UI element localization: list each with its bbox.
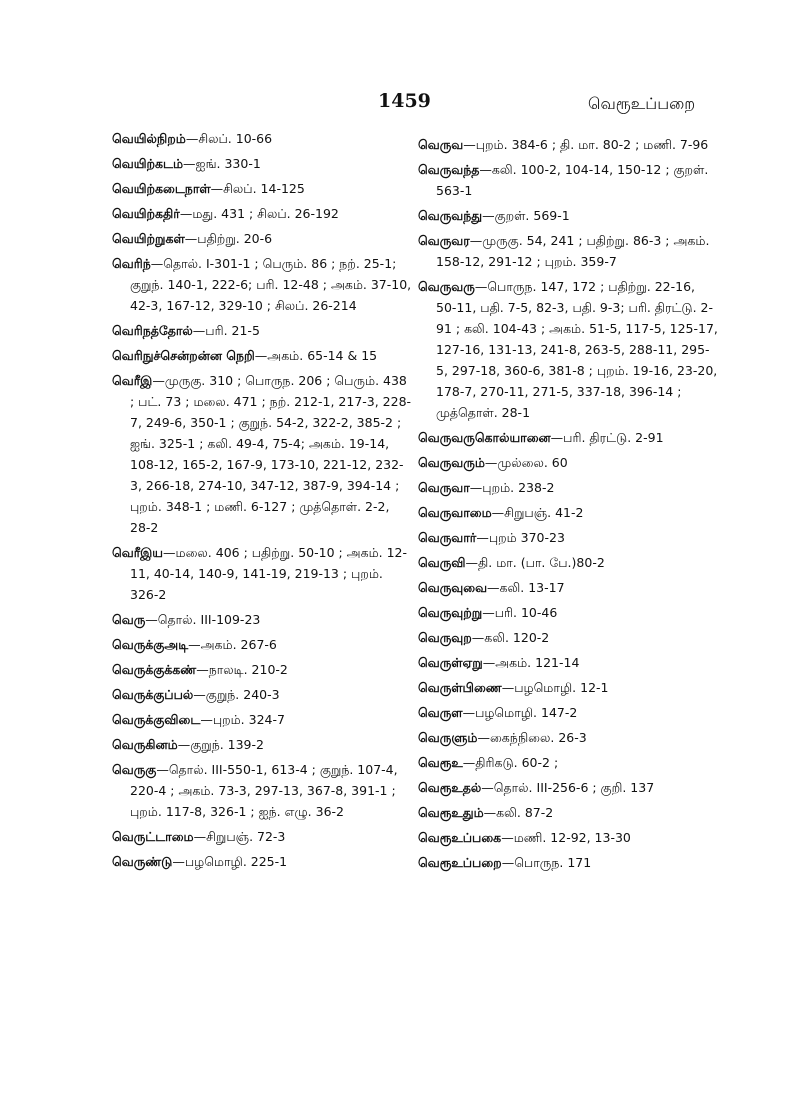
index-entry xyxy=(112,609,412,630)
index-entry xyxy=(418,702,718,723)
entry-headword: வெரிநுச்சென்றன்ன நெறி xyxy=(112,348,255,363)
entry-headword: வெயிற்றுகள் xyxy=(112,231,185,246)
entry-headword: வெரூஉப்பறை xyxy=(418,855,502,870)
entry-references: —தி. மா. (பா. பே.)80-2 xyxy=(465,555,605,570)
index-entry xyxy=(418,552,718,573)
entry-references: —முருகு. 310 ; பொருந. 206 ; பெரும். 438 ; பட். 73 ; மலை. 471 ; நற். 212-1, 217-3, 228-7, 249-6, 350-1 ; குறுந். 54-2, 322-2, 385-2 ; ஐங். 325-1 ; கலி. 49-4, 75-4; அகம். 19-14, 108-12, 165-2, 167-9, 173-10, 221-12, 232-3, 266-18, 274-10, 347-12, 387-9, 394-14 ; புறம். 348-1 ; மணி. 6-127 ; முத்தொள். 2-2, 28-2 xyxy=(130,373,412,535)
entry-references: —புறம். 384-6 ; தி. மா. 80-2 ; மணி. 7-96 xyxy=(463,137,709,152)
index-entry xyxy=(112,253,412,316)
entry-references: —அகம். 121-14 xyxy=(482,655,580,670)
entry-headword: வெருவா xyxy=(418,480,470,495)
page-number: 1459 xyxy=(378,90,431,112)
entry-headword: வெரூஉதும் xyxy=(418,805,484,820)
index-entry xyxy=(418,602,718,623)
entry-references: —புறம். 324-7 xyxy=(200,712,285,727)
entry-references: —சிறுபஞ். 41-2 xyxy=(491,505,584,520)
entry-headword: வெருட்டாமை xyxy=(112,829,194,844)
entry-headword: வெரிநத்தோல் xyxy=(112,323,193,338)
entry-headword: வெருவ xyxy=(418,137,464,152)
index-entry xyxy=(418,159,718,201)
entry-headword: வெருவுவை xyxy=(418,580,488,595)
index-entry xyxy=(112,542,412,605)
entry-references: —சிறுபஞ். 72-3 xyxy=(193,829,286,844)
index-entry xyxy=(112,370,412,538)
entry-headword: வெருவரு xyxy=(418,279,475,294)
entry-references: —புறம். 238-2 xyxy=(469,480,555,495)
entry-references: —கலி. 100-2, 104-14, 150-12 ; குறள். 563-1 xyxy=(436,162,709,198)
index-entry xyxy=(418,452,718,473)
index-entry xyxy=(418,205,718,226)
index-entry xyxy=(112,634,412,655)
entry-headword: வெருவர xyxy=(418,233,470,248)
index-entry xyxy=(418,577,718,598)
entry-references: —பழமொழி. 12-1 xyxy=(501,680,609,695)
entry-references: —பழமொழி. 225-1 xyxy=(172,854,288,869)
index-entry xyxy=(418,777,718,798)
entry-references: —கலி. 120-2 xyxy=(471,630,550,645)
index-entry xyxy=(112,228,412,249)
entry-references: —கலி. 87-2 xyxy=(483,805,554,820)
index-entry xyxy=(418,677,718,698)
index-entry xyxy=(418,752,718,773)
entry-references: —மது. 431 ; சிலப். 26-192 xyxy=(179,206,339,221)
index-entry xyxy=(418,276,718,423)
entry-headword: வெருவார் xyxy=(418,530,477,545)
entry-headword: வெருவருகொல்யானை xyxy=(418,430,551,445)
entry-references: —மணி. 12-92, 13-30 xyxy=(501,830,631,845)
entry-references: —கலி. 13-17 xyxy=(487,580,565,595)
entry-headword: வெரிந் xyxy=(112,256,151,271)
index-entry xyxy=(112,734,412,755)
entry-headword: வெருள்ஏறு xyxy=(418,655,483,670)
index-entry xyxy=(112,128,412,149)
entry-references: —அகம். 65-14 & 15 xyxy=(254,348,378,363)
entry-references: —திரிகடு. 60-2 ; xyxy=(462,755,559,770)
entry-references: —அகம். 267-6 xyxy=(188,637,277,652)
entry-headword: வெருவாமை xyxy=(418,505,492,520)
entry-references: —தொல். III-256-6 ; குறி. 137 xyxy=(481,780,655,795)
entry-references: —மலை. 406 ; பதிற்று. 50-10 ; அகம். 12-11, 40-14, 140-9, 141-19, 219-13 ; புறம். 326-2 xyxy=(130,545,407,602)
index-entry xyxy=(112,826,412,847)
entry-headword: வெருண்டு xyxy=(112,854,173,869)
index-entry xyxy=(112,659,412,680)
entry-references: —தொல். III-550-1, 613-4 ; குறுந். 107-4, 220-4 ; அகம். 73-3, 297-13, 367-8, 391-1 ; புறம். 117-8, 326-1 ; ஐந். எழு. 36-2 xyxy=(130,762,398,819)
index-entry xyxy=(112,153,412,174)
entry-headword: வெருகினம் xyxy=(112,737,178,752)
entry-references: —பரி. 10-46 xyxy=(482,605,558,620)
entry-headword: வெருக்குப்பல் xyxy=(112,687,194,702)
entry-headword: வெயில்நிறம் xyxy=(112,131,186,146)
entry-references: —நாலடி. 210-2 xyxy=(196,662,288,677)
running-head: வெரூஉப்பறை xyxy=(588,94,696,113)
index-entry xyxy=(418,502,718,523)
entry-headword: வெருள்பிணை xyxy=(418,680,502,695)
index-entry xyxy=(418,627,718,648)
index-entry xyxy=(112,178,412,199)
entry-headword: வெருவுற்று xyxy=(418,605,483,620)
index-entry xyxy=(418,652,718,673)
right-column xyxy=(418,134,718,877)
entry-headword: வெருக்குக்கண் xyxy=(112,662,197,677)
entry-headword: வெரூஉ xyxy=(418,755,463,770)
entry-references: —கைந்நிலை. 26-3 xyxy=(477,730,587,745)
entry-headword: வெருகு xyxy=(112,762,157,777)
index-entry xyxy=(112,851,412,872)
entry-headword: வெரு xyxy=(112,612,146,627)
index-entry xyxy=(418,727,718,748)
entry-headword: வெருவந்து xyxy=(418,208,483,223)
entry-references: —முருகு. 54, 241 ; பதிற்று. 86-3 ; அகம். 158-12, 291-12 ; புறம். 359-7 xyxy=(436,233,710,269)
entry-headword: வெயிற்கதிர் xyxy=(112,206,180,221)
entry-references: —பொருந. 147, 172 ; பதிற்று. 22-16, 50-11, பதி. 7-5, 82-3, பதி. 9-3; பரி. திரட்டு. 2-91 ; கலி. 104-43 ; அகம். 51-5, 117-5, 125-17, 127-16, 131-13, 241-8, 263-5, 288-11, 295-5, 297-18, 360-6, 381-8 ; புறம். 19-16, 23-20, 178-7, 270-11, 271-5, 337-18, 396-14 ; முத்தொள். 28-1 xyxy=(436,279,718,420)
entry-references: —ஐங். 330-1 xyxy=(183,156,261,171)
index-entry xyxy=(112,759,412,822)
entry-headword: வெயிற்கடம் xyxy=(112,156,184,171)
entry-references: —சிலப். 14-125 xyxy=(210,181,305,196)
entry-references: —சிலப். 10-66 xyxy=(185,131,273,146)
entry-headword: வெருவி xyxy=(418,555,466,570)
entry-references: —குறள். 569-1 xyxy=(482,208,570,223)
entry-references: —முல்லை. 60 xyxy=(484,455,568,470)
entry-headword: வெரீஇய xyxy=(112,545,164,560)
index-entry xyxy=(418,527,718,548)
index-entry xyxy=(112,345,412,366)
index-entry xyxy=(112,709,412,730)
index-entry xyxy=(418,477,718,498)
entry-references: —பழமொழி. 147-2 xyxy=(462,705,578,720)
entry-headword: வெயிற்கடைநாள் xyxy=(112,181,211,196)
left-column xyxy=(112,128,412,876)
index-entry xyxy=(112,684,412,705)
entry-references: —பொருந. 171 xyxy=(501,855,592,870)
index-entry xyxy=(418,134,718,155)
index-entry xyxy=(418,852,718,873)
entry-headword: வெரூஉதல் xyxy=(418,780,482,795)
entry-headword: வெருள xyxy=(418,705,463,720)
entry-headword: வெருளும் xyxy=(418,730,478,745)
entry-references: —குறுந். 139-2 xyxy=(177,737,264,752)
entry-references: —பரி. 21-5 xyxy=(192,323,260,338)
entry-references: —புறம் 370-23 xyxy=(476,530,565,545)
entry-headword: வெருவுற xyxy=(418,630,472,645)
entry-references: —பதிற்று. 20-6 xyxy=(184,231,273,246)
index-entry xyxy=(418,427,718,448)
entry-headword: வெருக்குவிடை xyxy=(112,712,201,727)
index-entry xyxy=(418,802,718,823)
entry-headword: வெரூஉப்பகை xyxy=(418,830,502,845)
entry-references: —தொல். I-301-1 ; பெரும். 86 ; நற். 25-1; குறுந். 140-1, 222-6; பரி. 12-48 ; அகம். 37-10, 42-3, 167-12, 329-10 ; சிலப். 26-214 xyxy=(130,256,412,313)
entry-headword: வெருவந்த xyxy=(418,162,480,177)
index-entry xyxy=(418,827,718,848)
entry-references: —குறுந். 240-3 xyxy=(193,687,280,702)
index-entry xyxy=(112,320,412,341)
index-entry xyxy=(418,230,718,272)
entry-headword: வெருக்குஅடி xyxy=(112,637,189,652)
entry-references: —பரி. திரட்டு. 2-91 xyxy=(550,430,664,445)
index-entry xyxy=(112,203,412,224)
entry-headword: வெருவரும் xyxy=(418,455,485,470)
entry-headword: வெரீஇ xyxy=(112,373,153,388)
entry-references: —தொல். III-109-23 xyxy=(145,612,261,627)
